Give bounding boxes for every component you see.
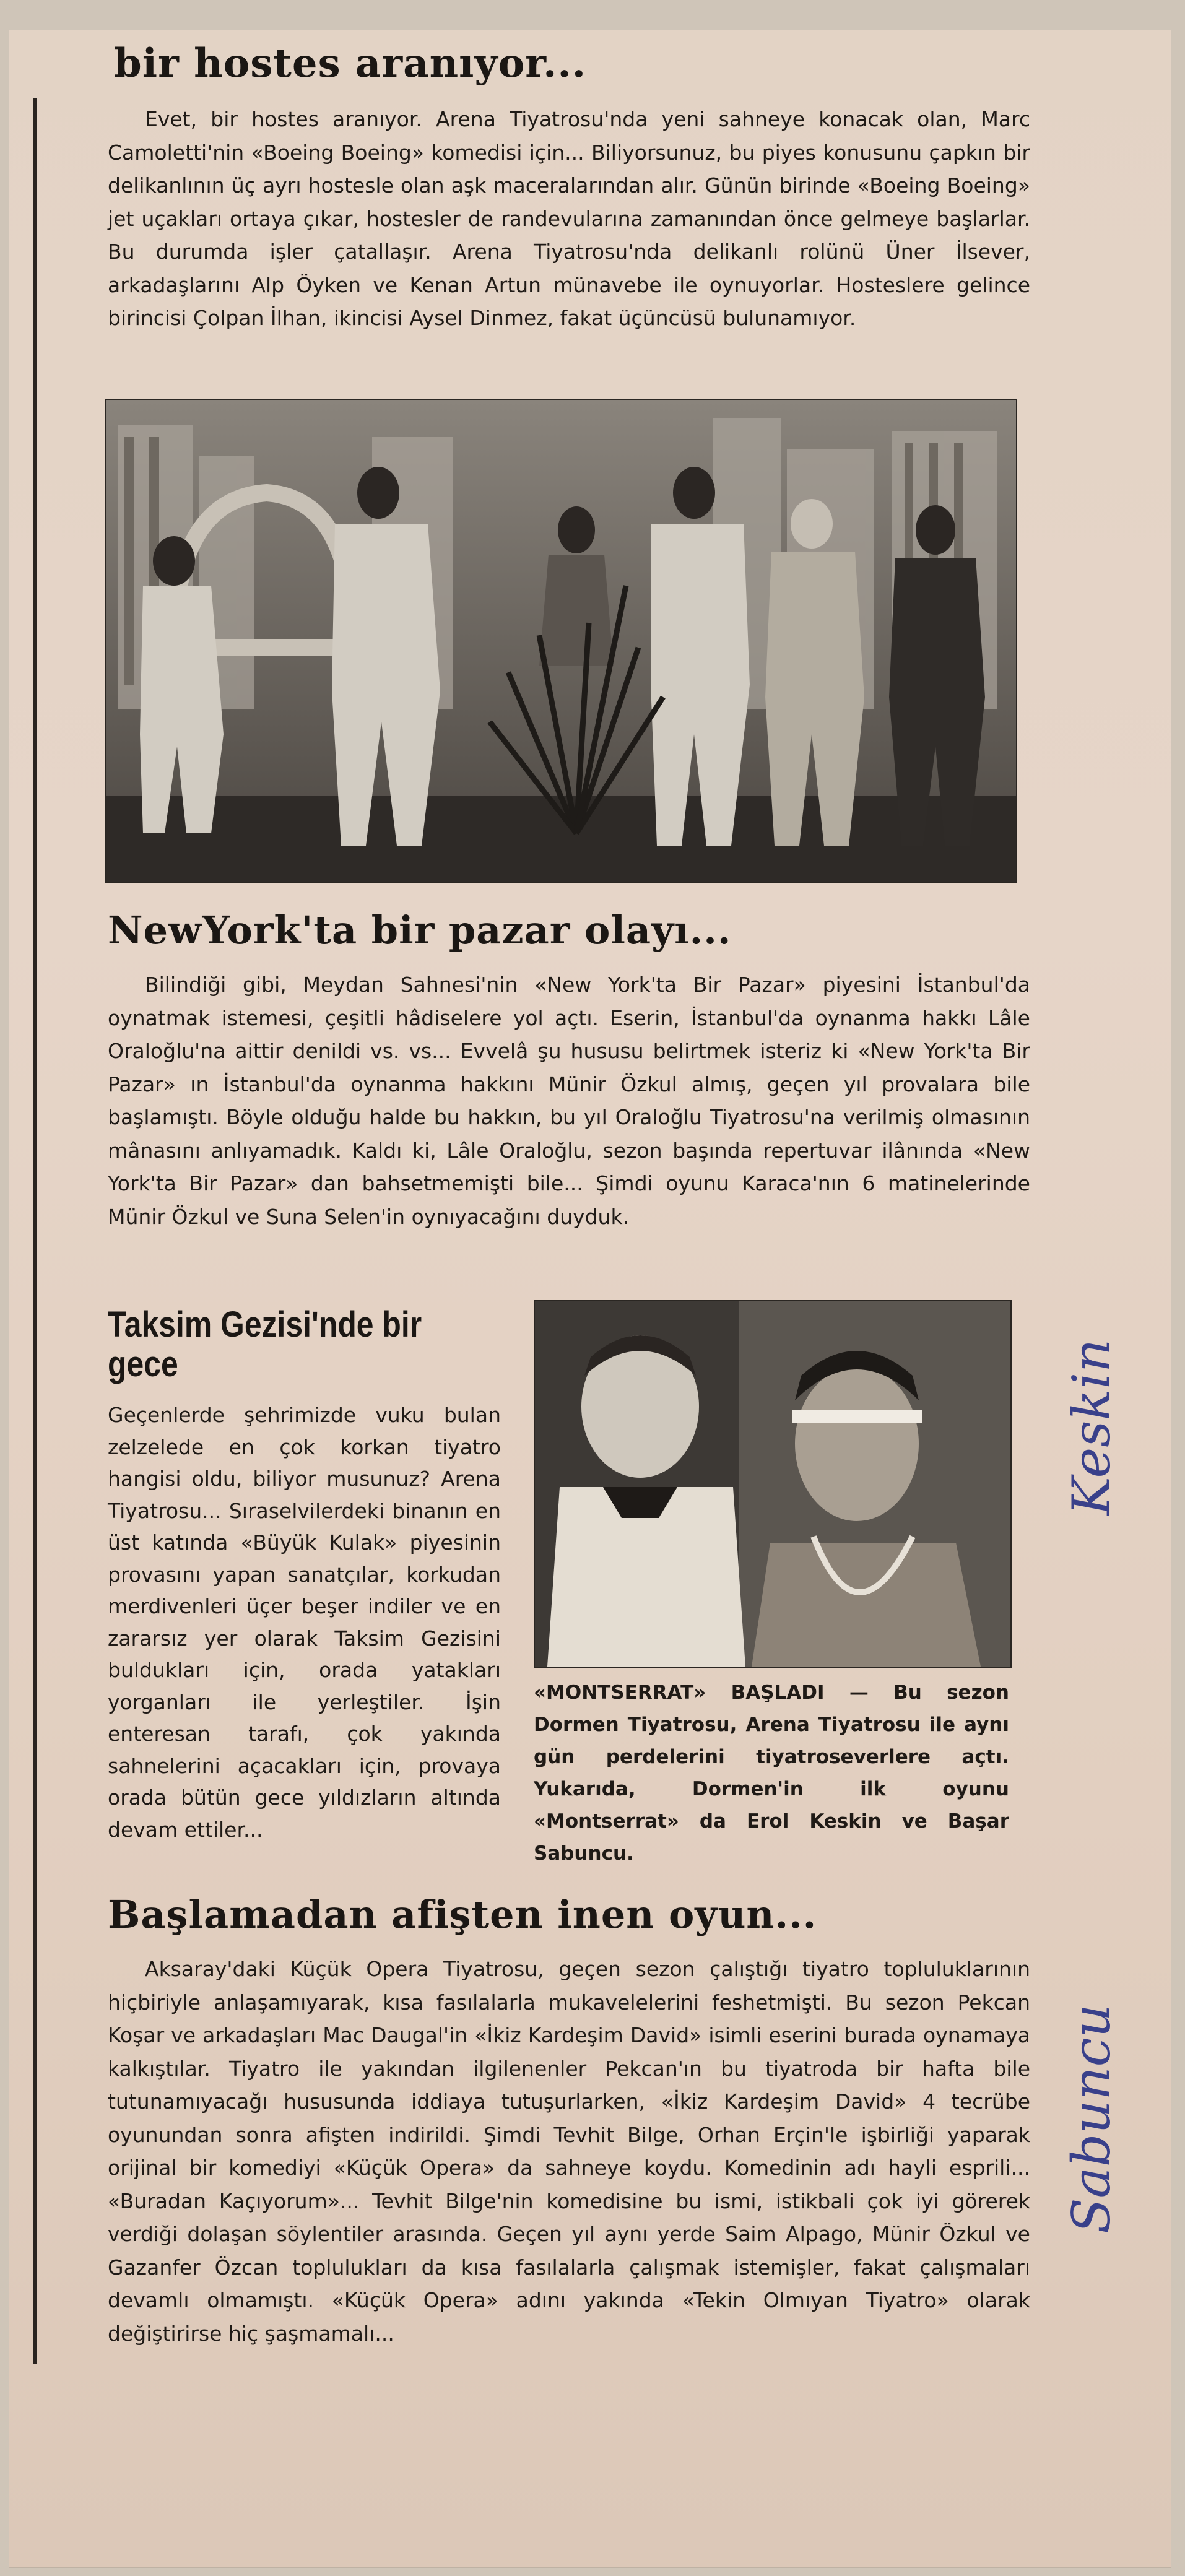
article-afis xyxy=(108,1893,1030,2350)
handwritten-note-keskin: Keskin xyxy=(1061,1338,1122,1516)
article-body: Evet, bir hostes aranıyor. Arena Tiyatrosu'nda yeni sahneye konacak olan, Marc Camoletti'nin «Boeing Boeing» komedisi için... Biliyorsunuz, bu piyes konusunu çapkın bir delikanlının üç ayrı hostesle olan aşk maceralarından alır. Günün birinde «Boeing Boeing» jet uçakları ortaya çıkar, hostesler de randevularına zamanından önce gelmeye başlarlar. Bu durumda işler çatallaşır. Arena Tiyatrosu'nda delikanlı rolünü Üner İlsever, arkadaşlarını Alp Öyken ve Kenan Artun münavebe ile oynuyorlar. Hosteslere gelince birincisi Çolpan İlhan, ikincisi Aysel Dinmez, fakat üçüncüsü bulunamıyor. xyxy=(108,107,1030,330)
stage-photo-image xyxy=(106,400,1016,882)
newspaper-clipping xyxy=(9,30,1171,2568)
caption-lead: «MONTSERRAT» BAŞLADI — xyxy=(534,1681,869,1704)
article-taksim xyxy=(108,1305,501,1845)
article-body: Bilindiği gibi, Meydan Sahnesi'nin «New York'ta Bir Pazar» piyesini İstanbul'da oynatmak istemesi, çeşitli hâdiselere yol açtı. Eserin, İstanbul'da oynanma hakkı Lâle Oraloğlu'na aittir denildi vs. vs... Evvelâ şu hususu belirtmek isteriz ki «New York'ta Bir Pazar» ın İstanbul'da oynanma hakkını Münir Özkul almış, geçen yıl provalara bile başlamıştı. Böyle olduğu halde bu hakkın, bu yıl Oraloğlu Tiyatrosu'na verilmiş olmasının mânasını anlıyamadık. Kaldı ki, Lâle Oraloğlu, sezon başında repertuvar ilânında «New York'ta Bir Pazar» dan bahsetmemişti bile... Şimdi oyunu Karaca'nın 6 matinelerinde Münir Özkul ve Suna Selen'in oynıyacağını duyduk. xyxy=(108,973,1030,1229)
caption-text: Bu sezon Dormen Tiyatrosu, Arena Tiyatrosu ile aynı gün perdelerini tiyatroseverlere açtı. Yukarıda, Dormen'in ilk oyunu «Montserrat» da Erol Keskin ve Başar Sabuncu. xyxy=(534,1681,1009,1865)
article-title: Başlamadan afişten inen oyun... xyxy=(108,1892,817,1937)
montserrat-photo-image xyxy=(535,1301,1010,1667)
article-body: Aksaray'daki Küçük Opera Tiyatrosu, geçen sezon çalıştığı tiyatro topluluklarının hiçbiriyle anlaşamıyarak, kısa fasılalarla mukavelelerini feshetmişti. Bu sezon Pekcan Koşar ve arkadaşları Mac Daugal'in «İkiz Kardeşim David» isimli eserini burada oynamaya kalkıştılar. Tiyatro ile yakından ilgilenenler Pekcan'ın bu tiyatroda bir hafta bile tutunamıyacağı hususunda iddiaya tutuşurlarken, «İkiz Kardeşim David» 4 tecrübe oyunundan sonra afişten indirildi. Şimdi Tevhit Bilge, Orhan Erçin'le işbirliği yaparak orijinal bir komediyi «Küçük Opera» da sahneye koydu. Komedinin adı hayli esprili... «Buradan Kaçıyorum»... Tevhit Bilge'nin komedisine bu ismi, istikbali çok iyi görerek verdiği dolaşan söylentiler arasında. Geçen yıl aynı yerde Saim Alpago, Münir Özkul ve Gazanfer Özcan toplulukları da kısa fasılalarla çalışmak istemişler, fakat çalışmaları devamlı olmamıştı. «Küçük Opera» adını yakında «Tekin Olmıyan Tiyatro» olarak değiştirirse hiç şaşmamalı... xyxy=(108,1957,1030,2346)
stage-photo xyxy=(105,399,1017,883)
montserrat-photo xyxy=(534,1300,1012,1668)
photo-caption xyxy=(534,1676,1009,1870)
article-hostess xyxy=(108,42,1030,335)
handwritten-note-sabuncu: Sabuncu xyxy=(1061,2004,1122,2234)
article-title: bir hostes aranıyor... xyxy=(114,40,586,87)
article-title: NewYork'ta bir pazar olayı... xyxy=(108,908,732,953)
article-body: Geçenlerde şehrimizde vuku bulan zelzelede en çok korkan tiyatro hangisi oldu, biliyor musunuz? Arena Tiyatrosu... Sıraselvilerdeki binanın en üst katında «Büyük Kulak» piyesinin provasını yapan sanatçılar, korkudan merdivenleri üçer beşer indiler ve en zararsız yer olarak Taksim Gezisini buldukları için, orada yatakları yorganları ile yerleştiler. İşin enteresan tarafı, çok yakında sahnelerini açacakları için, provaya orada bütün gece yıldızların altında devam ettiler... xyxy=(108,1403,501,1842)
article-title: Taksim Gezisi'nde bir gece xyxy=(108,1304,422,1384)
article-newyork xyxy=(108,909,1030,1233)
left-column-rule xyxy=(33,98,37,2364)
